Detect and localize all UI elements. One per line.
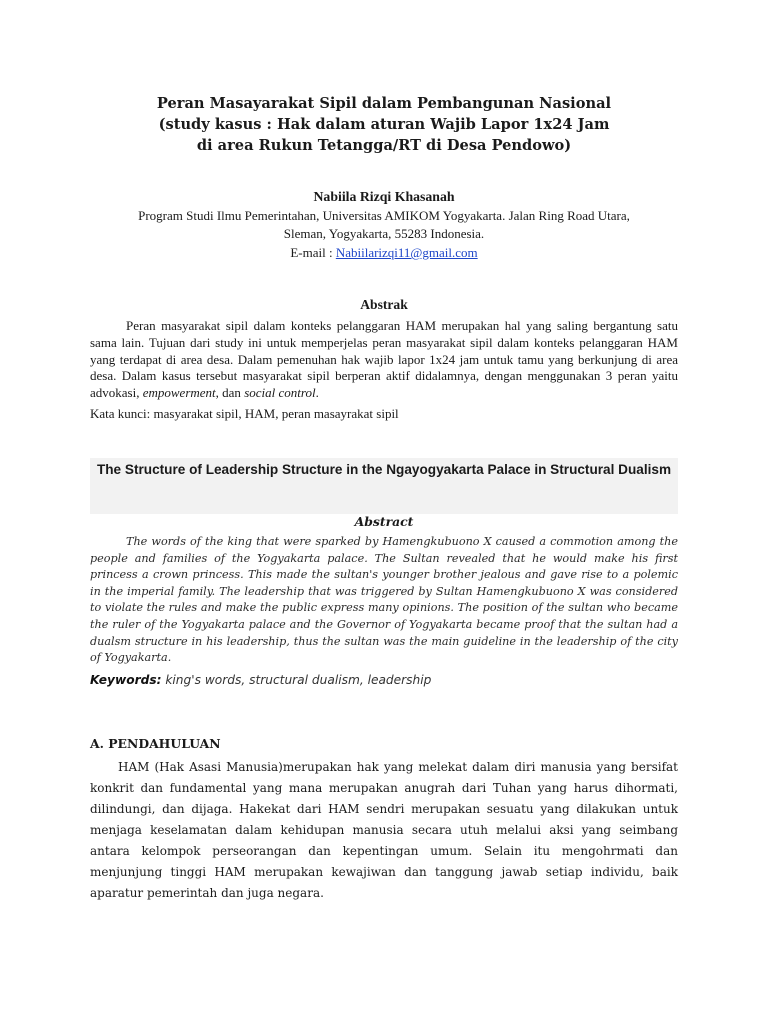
title-line-3: di area Rukun Tetangga/RT di Desa Pendowo) [196, 137, 572, 154]
english-abstract-body [90, 534, 678, 667]
email-line [90, 243, 678, 263]
email-link[interactable]: Nabiilarizqi11@gmail.com [335, 245, 478, 260]
keywords-text: king's words, structural dualism, leadership [161, 673, 432, 687]
section-paragraph: HAM (Hak Asasi Manusia)merupakan hak yang melekat dalam diri manusia yang bersifat konkrit dan fundamental yang mana merupakan anugrah dari Tuhan yang harus dihormati, dilindungi, dan dijaga. Hakekat dari HAM sendri merupakan sesuatu yang dilakukan untuk menjaga keselamatan dalam kehidupan manusia secara utuh melalui aksi yang seimbang antara kelompok perseorangan dan kepentingan umum. Selain itu mengohrmati dan menjunjung tinggi HAM merupakan kewajiwan dan tanggung jawab setiap individu, baik aparatur pemerintah dan juga negara. [90, 760, 678, 900]
paper-title [90, 93, 678, 156]
abstrak-body [90, 318, 678, 402]
affiliation-line-1: Program Studi Ilmu Pemerintahan, Universitas AMIKOM Yogyakarta. Jalan Ring Road Utara, [138, 208, 630, 223]
section-body-pendahuluan [90, 757, 678, 904]
abstrak-italic-empowerment: empowerment [142, 385, 216, 401]
english-title: The Structure of Leadership Structure in the Ngayogyakarta Palace in Structural Dualism [96, 462, 672, 477]
author-name: Nabiila Rizqi Khasanah [313, 189, 455, 204]
email-label: E-mail : [290, 245, 336, 260]
abstrak-text-end: . [315, 385, 319, 401]
title-line-1: Peran Masayarakat Sipil dalam Pembangunan Nasional [156, 95, 612, 112]
author-block [90, 187, 678, 263]
abstrak-italic-social-control: social control [244, 385, 316, 401]
affiliation-line-2: Sleman, Yogyakarta, 55283 Indonesia. [283, 225, 485, 241]
abstrak-text-mid: , dan [215, 385, 245, 401]
kata-kunci: Kata kunci: masyarakat sipil, HAM, peran masayrakat sipil [90, 406, 399, 421]
abstrak-text: Peran masyarakat sipil dalam konteks pelanggaran HAM merupakan hal yang saling bergantung satu sama lain. Tujuan dari study ini untuk memperjelas peran masyarakat sipil dalam konteks pelanggaran HAM yang terdapat di area desa. Dalam pemenuhan hak wajib lapor 1x24 jam untuk tamu yang berkunjung di area desa. Dalam kasus tersebut masyarakat sipil berperan aktif didalamnya, dengan menggunakan 3 peran yaitu advokasi, [90, 318, 678, 401]
section-heading-pendahuluan: A. PENDAHULUAN [90, 736, 221, 751]
keywords-label: Keywords: [90, 673, 162, 687]
abstrak-heading: Abstrak [360, 297, 408, 312]
title-line-2: (study kasus : Hak dalam aturan Wajib Lapor 1x24 Jam [158, 116, 610, 133]
english-abstract-heading: Abstract [354, 514, 414, 529]
english-keywords [90, 673, 678, 687]
english-abstract-text: The words of the king that were sparked by Hamengkubuono X caused a commotion among the people and families of the Yogyakarta palace. The Sultan revealed that he would make his first princess a crown princess. This made the sultan's younger brother jealous and gave rise to a polemic in the imperial family. The leadership that was triggered by Sultan Hamengkubuono X was considered to violate the rules and make the public express many opinions. The position of the sultan who became the ruler of the Yogyakarta palace and the Governor of Yogyakarta became proof that the sultan had a dualsm structure in his leadership, thus the sultan was the main guideline in the leadership of the city of Yogyakarta. [90, 535, 678, 665]
